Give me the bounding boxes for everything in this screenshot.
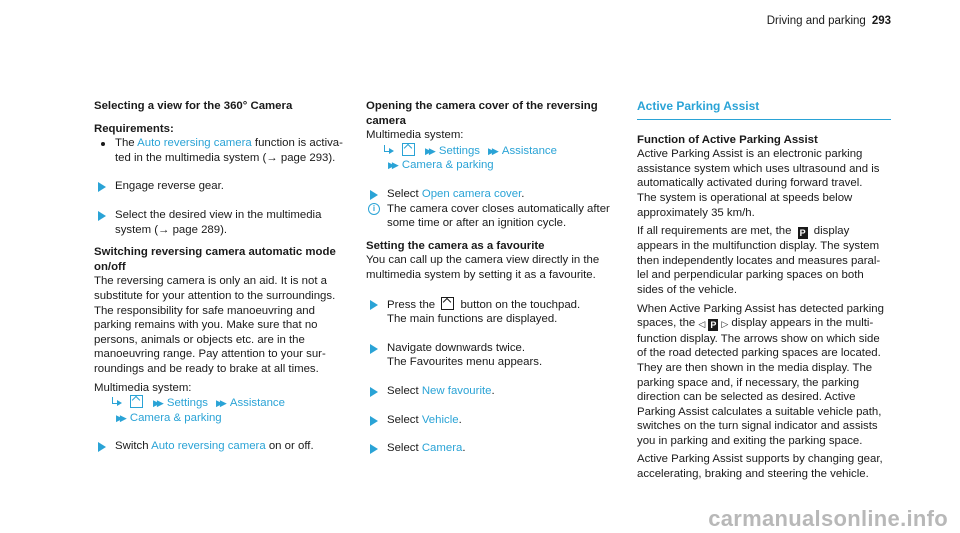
step-vehicle: Select Vehicle.	[366, 413, 631, 428]
paragraph: The reversing camera is only an aid. It is not a	[94, 275, 327, 288]
home-icon	[441, 297, 454, 310]
return-arrow-icon	[110, 397, 122, 409]
nav-path	[366, 143, 631, 159]
step-navigate: Navigate downwards twice. The Favourites menu appears.	[366, 341, 631, 370]
parking-symbol-icon: P	[710, 320, 717, 331]
double-chevron-icon: ▶▶	[425, 145, 433, 156]
auto-reversing-camera-link[interactable]: Auto reversing camera	[151, 440, 266, 453]
vehicle-link[interactable]: Vehicle	[421, 413, 459, 426]
subheading-automatic-mode: Switching reversing camera automatic mode	[94, 246, 336, 259]
double-chevron-icon: ▶▶	[116, 412, 124, 423]
double-chevron-icon: ▶▶	[388, 160, 396, 171]
step-arrow-icon	[370, 416, 378, 426]
bullet-icon	[101, 142, 105, 146]
page-number: 293	[871, 15, 891, 27]
step-camera: Select Camera.	[366, 441, 631, 456]
column-3: Active Parking Assist Function of Active Parking Assist Active Parking Assist is an electronic parking assistance system which uses ultrasound and is automatically activated during forward travel. The system is operational at speeds below approximately 35 km/h. If all requirements are met, the P display appears in the multifunction display. The system then independently locates and measures paral- lel and perpendicular parking spaces on both sides of the vehicle. When Active Parking Assist has detected parking spaces, the ◁ P ▷ display appears in the multi- function display. The arrows show on which side of the road detected parking spaces are located. They are then shown in the media display. The parking space and, if necessary, the parking direction can be selected as desired. Active Parking Assist calculates a suitable vehicle path, switches on the turn signal indicator and assists you in parking and exiting the parking space. Active Parking Assist supports by changing gear, accelerating, braking and steering the vehicle.	[637, 93, 891, 482]
step-arrow-icon	[98, 442, 106, 452]
column-1: Selecting a view for the 360° Camera Requirements: The Auto reversing camera function is activa- ted in the multimedia system (→ page 293). Engage reverse gear. Select the desired view in the multimedia system (→ page 289). Switching reversing camera automatic mode on/off The reversing camera is only an aid. It is not a substitute for your attention to the surroundings. The responsibility for safe manoeuvring and parking remains with you. Make sure that no persons, animals or objects etc. are in the manoeuvring range. Pay attention to your sur- roundings and be ready to brake at all times. Multimedia system: ▶▶ Settings ▶▶ Assistance ▶▶ Camera & parking Switch Auto reversing camera on or off.	[94, 99, 356, 454]
watermark: carmanualsonline.info	[708, 506, 948, 532]
page-header	[767, 14, 891, 29]
parking-symbol-icon: P	[799, 228, 806, 239]
info-icon: i	[368, 203, 380, 215]
new-favourite-link[interactable]: New favourite	[421, 384, 492, 397]
arrow-right-icon: ▷	[721, 319, 729, 330]
step-arrow-icon	[370, 190, 378, 200]
step-new-favourite: Select New favourite.	[366, 384, 631, 399]
subheading-favourite: Setting the camera as a favourite	[366, 239, 545, 252]
step-select-view: Select the desired view in the multimedia system (→ page 289).	[94, 208, 356, 237]
arrow-left-icon: ◁	[698, 319, 706, 330]
step-arrow-icon	[98, 211, 106, 221]
step-arrow-icon	[370, 444, 378, 454]
nav-settings[interactable]: Settings	[438, 144, 481, 157]
subheading-function: Function of Active Parking Assist	[637, 133, 818, 146]
nav-path	[94, 395, 356, 411]
step-arrow-icon	[370, 300, 378, 310]
camera-link[interactable]: Camera	[421, 442, 463, 455]
nav-assistance[interactable]: Assistance	[229, 397, 285, 410]
header-section: Driving and parking	[766, 15, 866, 27]
return-arrow-icon	[382, 145, 394, 157]
nav-camera-parking[interactable]: Camera & parking	[129, 411, 222, 424]
info-note: i The camera cover closes automatically after some time or after an ignition cycle.	[366, 202, 631, 231]
double-chevron-icon: ▶▶	[153, 398, 161, 409]
open-camera-cover-link[interactable]: Open camera cover	[421, 187, 522, 200]
column-2: Opening the camera cover of the reversing camera Multimedia system: ▶▶ Settings ▶▶ Assistance ▶▶ Camera & parking Select Open camera cover. i The camera cover closes automatically after some time or after an ignition cycle. Setting the camera as a favourite You can call up the camera view directly in the multimedia system by setting it as a favourite. Press the button on the touchpad. The main functions are displayed. Navigate downwards twice. The Favourites menu appears. Select New favourite. Select Vehicle. Select Camera.	[366, 99, 631, 456]
double-chevron-icon: ▶▶	[488, 145, 496, 156]
home-icon[interactable]	[130, 395, 143, 408]
section-title: Active Parking Assist	[637, 99, 891, 120]
requirement-item: The Auto reversing camera function is activa- ted in the multimedia system (→ page 293).	[94, 136, 356, 165]
step-arrow-icon	[370, 387, 378, 397]
step-arrow-icon	[98, 182, 106, 192]
multimedia-label: Multimedia system:	[94, 381, 192, 394]
step-engage-reverse: Engage reverse gear.	[94, 179, 356, 194]
section-heading: Selecting a view for the 360° Camera	[94, 100, 293, 112]
nav-camera-parking[interactable]: Camera & parking	[401, 159, 494, 172]
auto-reversing-camera-link[interactable]: Auto reversing camera	[137, 137, 252, 150]
step-open-cover: Select Open camera cover.	[366, 187, 631, 202]
section-heading: Opening the camera cover of the reversing	[366, 100, 598, 112]
nav-settings[interactable]: Settings	[166, 397, 209, 410]
double-chevron-icon: ▶▶	[216, 398, 224, 409]
multimedia-label: Multimedia system:	[366, 129, 464, 142]
step-switch: Switch Auto reversing camera on or off.	[94, 439, 356, 454]
requirements-label: Requirements:	[94, 122, 174, 135]
nav-assistance[interactable]: Assistance	[501, 144, 557, 157]
step-press-home: Press the button on the touchpad. The main functions are displayed.	[366, 297, 631, 327]
home-icon[interactable]	[402, 143, 415, 156]
step-arrow-icon	[370, 344, 378, 354]
